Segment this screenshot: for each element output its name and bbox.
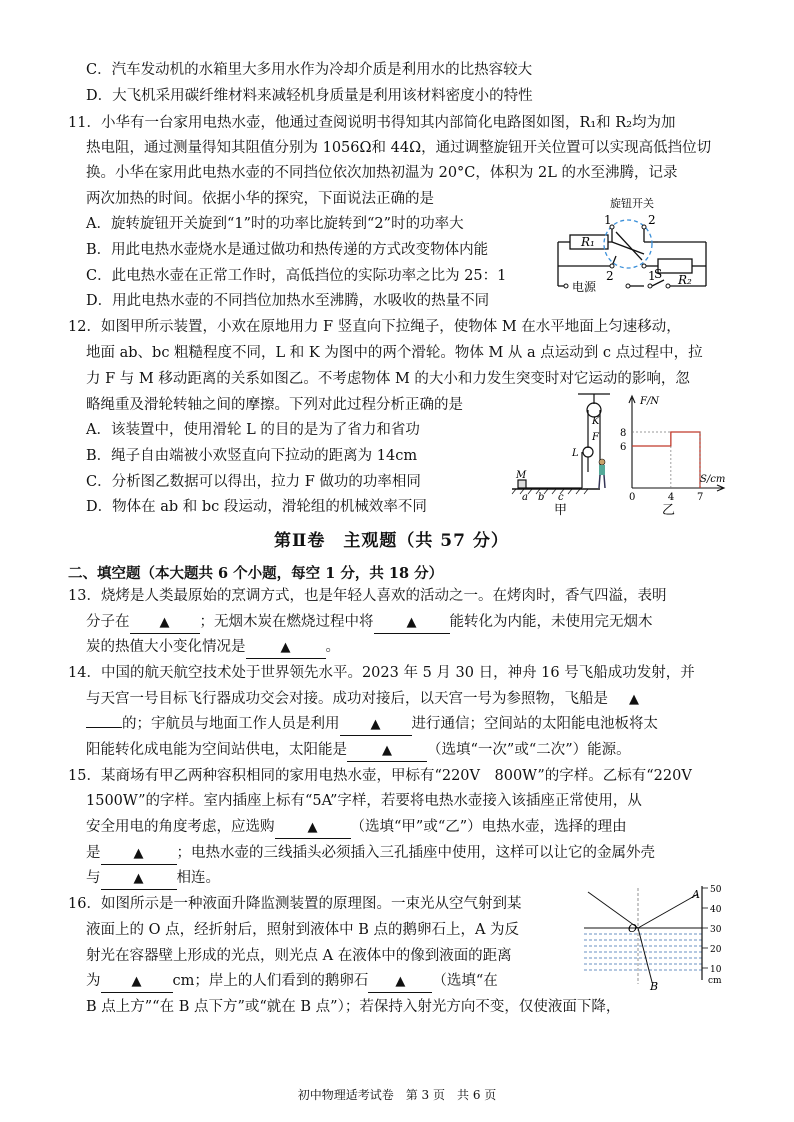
force-f-label: F — [592, 432, 599, 443]
q15-stem-1: 15．某商场有甲乙两种容积相同的家用电热水壶，甲标有“220V 800W”的字样。乙标有“220V — [68, 768, 692, 784]
x-tick-label: 4 — [667, 492, 675, 503]
scale-tick-20: 20 — [710, 945, 722, 955]
option-11c: C．此电热水壶在正常工作时，高低挡位的实际功率之比为 25：1 — [86, 268, 507, 284]
scale-unit: cm — [708, 976, 722, 986]
q11-stem-2: 热电阻，通过测量得知其阻值分别为 1056Ω和 44Ω，通过调整旋钮开关位置可以实现高低挡位切 — [86, 140, 712, 156]
q13-line-2: 分子在 ▲ ；无烟木炭在燃烧过程中将 ▲ 能转化为内能，未使用完无烟木 — [86, 612, 653, 634]
knob-switch-label: 旋钮开关 — [610, 197, 654, 210]
option-11a: A．旋转旋钮开关旋到“1”时的功率比旋转到“2”时的功率大 — [86, 216, 464, 232]
q15-line-4: 是 ▲ ；电热水壶的三线插头必须插入三孔插座中使用，这样可以让它的金属外壳 — [86, 843, 655, 865]
point-a-label: a — [522, 492, 528, 503]
q15-line-5: 与 ▲ 相连。 — [86, 868, 220, 890]
circuit-diagram — [548, 196, 734, 300]
figure-jia-caption: 甲 — [554, 503, 568, 518]
answer-blank[interactable]: ▲ — [340, 714, 412, 736]
option-12b: B．绳子自由端被小欢竖直向下拉动的距离为 14cm — [86, 448, 418, 464]
point-b-label: B — [650, 980, 659, 992]
y-tick-label: 8 — [620, 428, 627, 439]
answer-blank[interactable]: ▲ — [246, 637, 326, 659]
q14-line-2: 与天宫一号目标飞行器成功交会对接。成功对接后，以天宫一号为参照物，飞船是 ▲ — [86, 689, 660, 710]
scale-tick-40: 40 — [710, 905, 722, 915]
answer-blank[interactable]: ▲ — [374, 612, 450, 634]
chart-xlabel: S/cm — [700, 474, 726, 485]
scale-tick-30: 30 — [710, 925, 722, 935]
option-11b: B．用此电热水壶烧水是通过做功和热传递的方式改变物体内能 — [86, 242, 489, 258]
object-m-label: M — [516, 470, 527, 481]
q11-stem-3: 换。小华在家用此电热水壶的不同挡位依次加热初温为 20°C，体积为 2L 的水至沸腾，记录 — [86, 165, 678, 181]
q13-line-3: 炭的热值大小变化情况是 ▲ 。 — [86, 637, 340, 659]
contact-2-bottom: 2 — [606, 269, 614, 283]
switch-s-label: S — [654, 267, 663, 281]
q16-line-4: 为 ▲ cm；岸上的人们看到的鹅卵石 ▲ （选填“在 — [86, 971, 498, 993]
answer-blank[interactable]: ▲ — [101, 971, 173, 993]
q11-stem-4: 两次加热的时间。依据小华的探究，下面说法正确的是 — [86, 191, 434, 207]
q16-stem-1: 16．如图所示是一种液面升降监测装置的原理图。一束光从空气射到某 — [68, 896, 522, 912]
point-o-label: O — [628, 922, 638, 935]
q16-stem-2: 液面上的 O 点，经折射后，照射到液体中 B 点的鹅卵石上，A 为反 — [86, 922, 520, 938]
q12-stem-4: 略绳重及滑轮转轴之间的摩擦。下列对此过程分析正确的是 — [86, 397, 463, 413]
option-10d: D．大飞机采用碳纤维材料来减轻机身质量是利用该材料密度小的特性 — [86, 88, 533, 104]
option-12a: A．该装置中，使用滑轮 L 的目的是为了省力和省功 — [86, 422, 420, 438]
page-footer: 初中物理适考试卷 第 3 页 共 6 页 — [297, 1088, 497, 1102]
part-two-heading: 第Ⅱ卷 主观题（共 57 分） — [274, 531, 509, 551]
q14-line-4: 阳能转化成电能为空间站供电，太阳能是 ▲ （选填“一次”或“二次”）能源。 — [86, 740, 631, 762]
contact-1-top: 1 — [604, 213, 612, 227]
option-12d: D．物体在 ab 和 bc 段运动，滑轮组的机械效率不同 — [86, 499, 427, 515]
q11-stem-1: 11．小华有一台家用电热水壶，他通过查阅说明书得知其内部简化电路图如图，R₁和 R₂均为加 — [68, 115, 676, 131]
liquid-level-diagram — [584, 884, 730, 992]
contact-2-top: 2 — [648, 213, 656, 227]
option-11d: D．用此电热水壶的不同挡位加热水至沸腾，水吸收的热量不同 — [86, 293, 490, 309]
force-distance-chart — [618, 392, 728, 518]
chart-ylabel: F/N — [640, 396, 660, 407]
y-tick-label: 6 — [620, 442, 627, 453]
pulley-k-label: K — [592, 416, 600, 427]
x-tick-label: 0 — [629, 492, 636, 503]
option-10c: C．汽车发动机的水箱里大多用水作为冷却介质是利用水的比热容较大 — [86, 62, 533, 78]
figure-yi-caption: 乙 — [662, 503, 676, 518]
answer-blank[interactable]: ▲ — [275, 817, 351, 839]
answer-blank[interactable]: ▲ — [629, 692, 639, 707]
q14-line-3: 的；宇航员与地面工作人员是利用 ▲ 进行通信；空间站的太阳能电池板将太 — [86, 714, 658, 736]
q13-stem-1: 13．烧烤是人类最原始的烹调方式，也是年轻人喜欢的活动之一。在烤肉时，香气四溢，表明 — [68, 588, 667, 604]
contact-1-bottom: 1 — [648, 269, 656, 283]
option-12c: C．分析图乙数据可以得出，拉力 F 做功的功率相同 — [86, 474, 421, 490]
power-source-label: 电源 — [572, 280, 597, 294]
scale-tick-50: 50 — [710, 885, 722, 895]
answer-blank[interactable]: ▲ — [130, 612, 200, 634]
section-two-title: 二、填空题（本大题共 6 个小题，每空 1 分，共 18 分） — [68, 565, 444, 582]
q14-stem-1: 14．中国的航天航空技术处于世界领先水平。2023 年 5 月 30 日，神舟 16 号飞船成功发射，并 — [68, 665, 695, 681]
pulley-diagram — [510, 392, 610, 518]
q16-stem-5: B 点上方”“在 B 点下方”或“就在 B 点”）；若保持入射光方向不变，仅使液面下降， — [86, 999, 621, 1015]
resistor-r1-label: R₁ — [581, 235, 595, 249]
resistor-r2-label: R₂ — [678, 273, 692, 287]
answer-blank[interactable]: ▲ — [101, 843, 177, 865]
q12-stem-1: 12．如图甲所示装置，小欢在原地用力 F 竖直向下拉绳子，使物体 M 在水平地面上匀速移动， — [68, 319, 681, 335]
q15-stem-2: 1500W”的字样。室内插座上标有“5A”字样，若要将电热水壶接入该插座正常使用，从 — [86, 793, 642, 809]
q12-stem-2: 地面 ab、bc 粗糙程度不同，L 和 K 为图中的两个滑轮。物体 M 从 a 点运动到 c 点过程中，拉 — [86, 345, 703, 361]
q12-stem-3: 力 F 与 M 移动距离的关系如图乙。不考虑物体 M 的大小和力发生突变时对它运动的影响，忽 — [86, 371, 690, 387]
point-b-label: b — [538, 492, 545, 503]
x-tick-label: 7 — [697, 492, 704, 503]
force-series-line — [632, 432, 700, 488]
point-a-label: A — [692, 888, 700, 901]
answer-blank[interactable]: ▲ — [347, 740, 427, 762]
q16-stem-3: 射光在容器壁上形成的光点，则光点 A 在液体中的像到液面的距离 — [86, 948, 512, 964]
answer-blank[interactable]: ▲ — [368, 971, 432, 993]
point-c-label: c — [558, 492, 564, 503]
answer-blank[interactable]: ▲ — [101, 868, 177, 890]
pulley-l-label: L — [572, 448, 579, 459]
scale-tick-10: 10 — [710, 965, 722, 975]
q15-line-3: 安全用电的角度考虑，应选购 ▲ （选填“甲”或“乙”）电热水壶，选择的理由 — [86, 817, 627, 839]
